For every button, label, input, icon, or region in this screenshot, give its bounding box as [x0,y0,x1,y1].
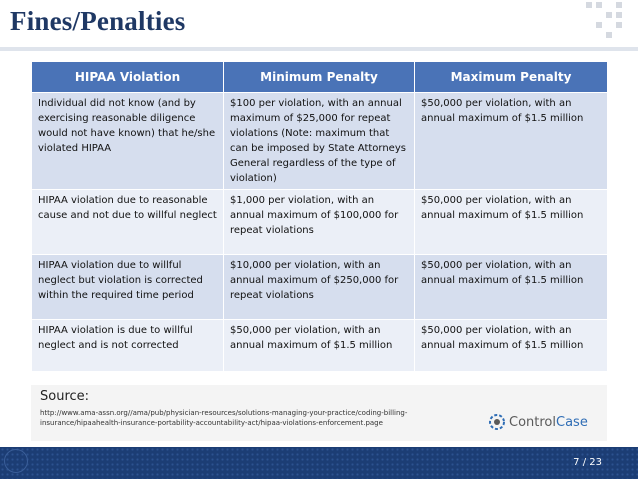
table-header-row [32,62,608,93]
minimum-penalty-cell: $10,000 per violation, with an annual maximum of $250,000 for repeat violations [224,255,415,320]
source-link[interactable]: http://www.ama-assn.org//ama/pub/physician-resources/solutions-managing-your-practice/coding-billing-insurance/hipaahealth-insurance-portability-accountability-act/hipaa-violations-enforcement.page [40,409,408,427]
penalties-table [31,61,608,372]
violation-cell: HIPAA violation due to willful neglect but violation is corrected within the required time period [32,255,224,320]
header-violation: HIPAA Violation [32,62,224,93]
table-row [32,255,608,320]
maximum-penalty-cell: $50,000 per violation, with an annual maximum of $1.5 million [415,93,608,190]
table-row [32,320,608,372]
slide-title: Fines/Penalties [10,6,186,36]
maximum-penalty-cell: $50,000 per violation, with an annual maximum of $1.5 million [415,320,608,372]
page-number: 7 / 23 [573,457,602,468]
table-row [32,93,608,190]
header-minimum-penalty: Minimum Penalty [224,62,415,93]
minimum-penalty-cell: $50,000 per violation, with an annual maximum of $1.5 million [224,320,415,372]
maximum-penalty-cell: $50,000 per violation, with an annual maximum of $1.5 million [415,255,608,320]
header-maximum-penalty: Maximum Penalty [415,62,608,93]
source-label: Source: [40,389,90,404]
violation-cell: HIPAA violation due to reasonable cause and not due to willful neglect [32,190,224,255]
controlcase-logo [488,412,588,432]
maximum-penalty-cell: $50,000 per violation, with an annual maximum of $1.5 million [415,190,608,255]
controlcase-logo-icon [488,413,506,431]
logo-text: ControlCase [509,414,588,430]
title-divider [0,47,638,51]
minimum-penalty-cell: $100 per violation, with an annual maximum of $25,000 for repeat violations (Note: maximum that can be imposed by State Attorneys General regardless of the type of violation) [224,93,415,190]
decorative-circle-icon [4,449,28,473]
violation-cell: HIPAA violation is due to willful neglect and is not corrected [32,320,224,372]
violation-cell: Individual did not know (and by exercising reasonable diligence would not have known) that he/she violated HIPAA [32,93,224,190]
decorative-dots-icon [586,2,630,46]
minimum-penalty-cell: $1,000 per violation, with an annual maximum of $100,000 for repeat violations [224,190,415,255]
footer-bar [0,447,638,479]
table-row [32,190,608,255]
